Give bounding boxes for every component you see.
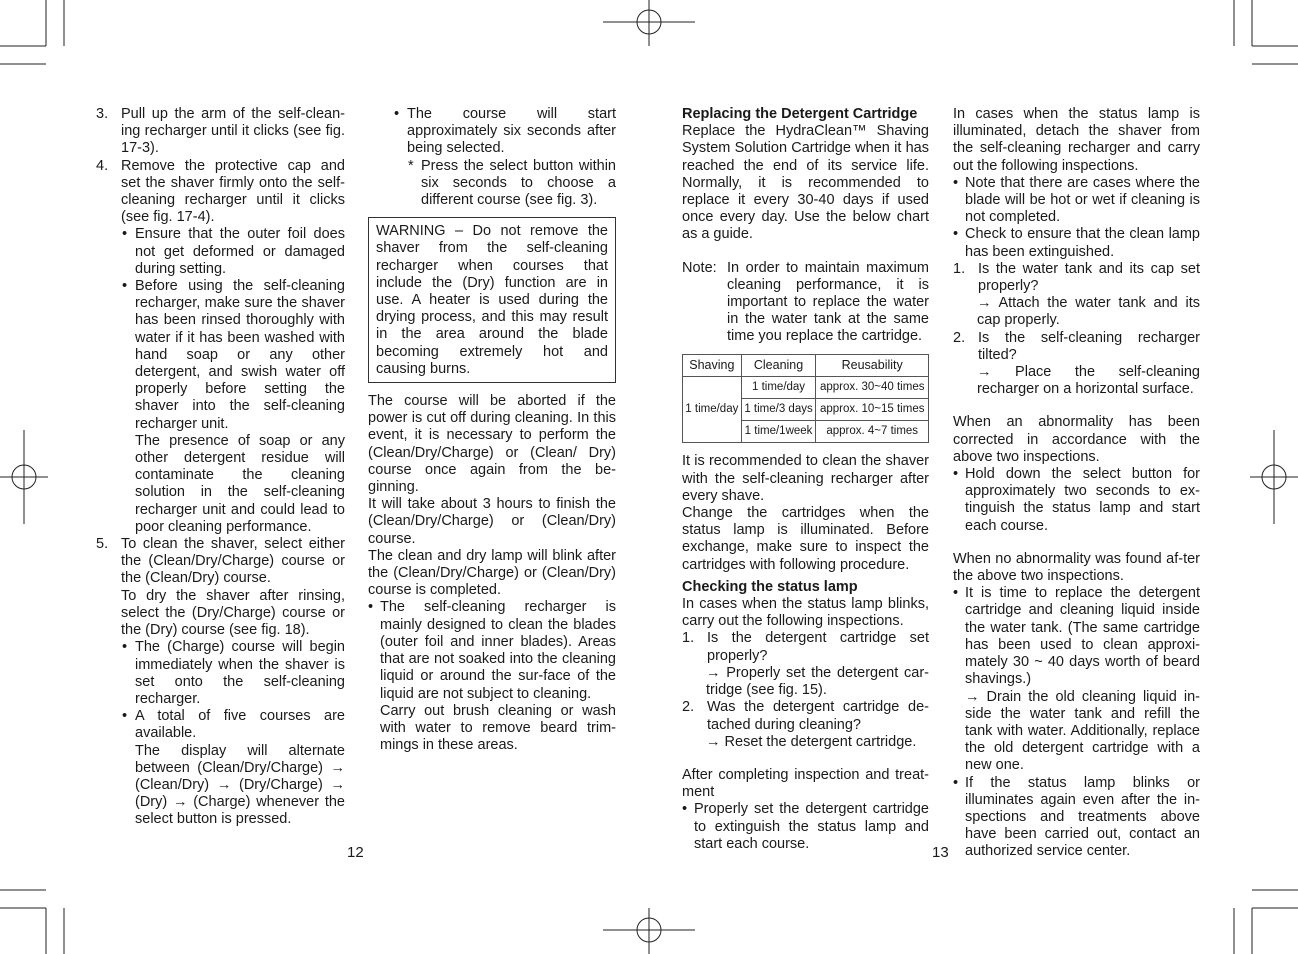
table-header: Shaving xyxy=(683,354,742,376)
warning-text: WARNING – Do not remove the shaver from the self-cleaning recharger when courses that include the (Dry) function are in use. A heater is used during the drying process, and this may result in the area around the blade becoming extremely hot and causing burns. xyxy=(376,223,608,377)
column-1 xyxy=(96,106,345,829)
bullet-icon: • xyxy=(122,278,128,295)
bullet-item xyxy=(394,106,616,158)
bullet-text: Ensure that the outer foil does not get deformed or damaged during setting. xyxy=(135,226,345,277)
bullet-text: The self-cleaning recharger is mainly designed to clean the blades (outer foil and inner blades). Areas that are not soaked into the cleaning liquid or around the sur-face of the liquid are not subject to cleaning. xyxy=(380,599,616,702)
step-text: To clean the shaver, select either the (Clean/Dry/Charge) course or the (Clean/Dry) course. xyxy=(121,536,345,587)
bullet-icon: • xyxy=(953,585,959,602)
bullet-continuation: The display will alternate between (Clean/Dry/Charge) → (Clean/Dry) → (Dry/Charge) → (Dry) → (Charge) whenever the select button is pressed. xyxy=(135,742,345,828)
step-text: Was the detergent cartridge de-tached during cleaning? xyxy=(707,699,929,733)
inspection-action: → Properly set the detergent car-tridge (see fig. 15). xyxy=(706,664,929,699)
note xyxy=(682,260,929,346)
bullet-icon: • xyxy=(368,599,374,616)
step-3 xyxy=(96,106,345,158)
bullet-text: A total of five courses are available. xyxy=(135,708,345,742)
step-continuation: To dry the shaver after rinsing, select the (Dry/Charge) course or the (Dry) course (see fig. 18). xyxy=(121,587,345,639)
column-4 xyxy=(953,106,1200,861)
paragraph: After completing inspection and treat-ment xyxy=(682,766,929,801)
reusability-table xyxy=(682,354,929,444)
bullet-text: Properly set the detergent cartridge to extinguish the status lamp and start each course. xyxy=(694,801,929,852)
step-4 xyxy=(96,158,345,227)
bullet-text: If the status lamp blinks or illuminates again even after the in-spections and treatments above have been carried out, contact an authorized service center. xyxy=(965,774,1200,860)
asterisk-icon: * xyxy=(408,157,414,174)
bullet-item xyxy=(953,466,1200,535)
page-number-right: 13 xyxy=(932,844,949,861)
note-label: Note: xyxy=(682,259,717,276)
bullet-icon: • xyxy=(122,708,128,725)
step-text: Is the self-cleaning recharger tilted? xyxy=(978,329,1200,363)
step-text: Is the water tank and its cap set properly? xyxy=(978,260,1200,295)
section-heading: Checking the status lamp xyxy=(682,578,858,595)
bullet-item xyxy=(682,801,929,853)
bullet-item xyxy=(122,278,345,536)
paragraph: The course will be aborted if the power is cut off during cleaning. In this event, it is necessary to perform the (Clean/Dry/Charge) or (Clean/ Dry) course once again from the be-ginning. xyxy=(368,393,616,496)
bullet-text: It is time to replace the detergent cartridge and cleaning liquid inside the water tank. (The same cartridge has been used to clean approxi-mately 30 ~ 40 days worth of beard shavings.) xyxy=(965,585,1200,688)
column-3 xyxy=(682,106,929,853)
bullet-text: Hold down the select button for approximately two seconds to ex-tinguish the status lamp and start each course. xyxy=(965,466,1200,534)
inspection-action: → Reset the detergent cartridge. xyxy=(706,733,917,750)
footnote-text: Press the select button within six seconds to choose a different course (see fig. 3). xyxy=(421,157,616,209)
step-number: 3. xyxy=(96,106,109,122)
step-number: 1. xyxy=(953,260,966,277)
paragraph: It is recommended to clean the shaver with the self-cleaning recharger after every shave. xyxy=(682,453,929,504)
inspection-1 xyxy=(953,261,1200,295)
step-text: Pull up the arm of the self-clean-ing recharger until it clicks (see fig. 17-3). xyxy=(121,106,345,157)
table-header-row xyxy=(683,354,929,376)
table-header: Reusability xyxy=(816,354,929,376)
note-text: In order to maintain maximum cleaning performance, it is important to replace the water in the water tank at the same time you replace the cartridge. xyxy=(727,259,929,345)
bullet-item xyxy=(122,708,345,828)
section-heading: Replacing the Detergent Cartridge xyxy=(682,106,918,122)
step-number: 2. xyxy=(682,699,695,716)
step-number: 5. xyxy=(96,536,109,553)
bullet-icon: • xyxy=(394,106,400,122)
footnote-item xyxy=(408,158,616,210)
paragraph: When no abnormality was found af-ter the above two inspections. xyxy=(953,550,1200,585)
table-cell: 1 time/3 days xyxy=(741,399,816,421)
paragraph: Replace the HydraClean™ Shaving System Solution Cartridge when it has reached the end of its service life. Normally, it is recommended to replace it every 30-40 days if used once every day. Use the below chart as a guide. xyxy=(682,123,929,243)
bullet-item xyxy=(953,175,1200,227)
bullet-item xyxy=(953,585,1200,774)
bullet-item xyxy=(368,599,616,754)
bullet-continuation: The presence of soap or any other detergent residue will contaminate the cleaning solution in the self-cleaning recharger unit and could lead to poor cleaning performance. xyxy=(135,432,345,535)
table-header: Cleaning xyxy=(741,354,816,376)
bullet-item xyxy=(953,775,1200,861)
table-cell: approx. 4~7 times xyxy=(816,421,929,443)
bullet-text: The (Charge) course will begin immediately when the shaver is set onto the self-cleaning recharger. xyxy=(135,639,345,707)
inspection-action: → Attach the water tank and its cap properly. xyxy=(977,295,1200,329)
paragraph: The clean and dry lamp will blink after the (Clean/Dry/Charge) or (Clean/Dry) course is completed. xyxy=(368,547,616,599)
table-cell-shaving: 1 time/day xyxy=(683,376,742,443)
bullet-icon: • xyxy=(953,226,959,243)
page-number-left: 12 xyxy=(347,844,364,861)
bullet-text: Before using the self-cleaning recharger, make sure the shaver has been rinsed thoroughly with water if it has been washed with hand soap or any other detergent, and swish water off properly before setting the shaver into the self-cleaning recharger unit. xyxy=(135,278,345,432)
step-number: 4. xyxy=(96,157,109,174)
table-cell: 1 time/1week xyxy=(741,421,816,443)
bullet-icon: • xyxy=(122,226,128,243)
bullet-text: Check to ensure that the clean lamp has been extinguished. xyxy=(965,226,1200,260)
paragraph: When an abnormality has been corrected in accordance with the above two inspections. xyxy=(953,414,1200,465)
bullet-icon: • xyxy=(953,466,959,483)
paragraph: It will take about 3 hours to finish the (Clean/Dry/Charge) or (Clean/Dry) course. xyxy=(368,496,616,547)
paragraph: In cases when the status lamp is illuminated, detach the shaver from the self-cleaning recharger and carry out the following inspections. xyxy=(953,106,1200,174)
step-number: 1. xyxy=(682,630,695,647)
bullet-icon: • xyxy=(122,639,128,656)
bullet-item xyxy=(122,226,345,278)
table-cell: approx. 10~15 times xyxy=(816,399,929,421)
bullet-item xyxy=(122,639,345,708)
table-cell: 1 time/day xyxy=(741,376,816,398)
paragraph: In cases when the status lamp blinks, carry out the following inspections. xyxy=(682,596,929,630)
inspection-2 xyxy=(953,330,1200,364)
column-2 xyxy=(368,106,616,754)
bullet-icon: • xyxy=(682,801,688,818)
bullet-icon: • xyxy=(953,774,959,791)
table-row xyxy=(683,376,929,398)
step-number: 2. xyxy=(953,329,966,346)
bullet-text: The course will start approximately six seconds after being selected. xyxy=(407,106,616,157)
bullet-icon: • xyxy=(953,174,959,191)
inspection-2 xyxy=(682,699,929,733)
warning-box xyxy=(368,217,616,383)
bullet-continuation: → Drain the old cleaning liquid in-side the water tank and refill the tank with water. Additionally, replace the old detergent cartridge with a new one. xyxy=(965,688,1200,774)
step-text: Is the detergent cartridge set properly? xyxy=(707,630,929,664)
bullet-item xyxy=(953,226,1200,260)
inspection-action: → Place the self-cleaning recharger on a horizontal surface. xyxy=(977,364,1200,398)
bullet-text: Note that there are cases where the blade will be hot or wet if cleaning is not completed. xyxy=(965,174,1200,226)
inspection-1 xyxy=(682,630,929,664)
step-5 xyxy=(96,536,345,639)
table-cell: approx. 30~40 times xyxy=(816,376,929,398)
step-text: Remove the protective cap and set the shaver firmly onto the self-cleaning recharger until it clicks (see fig. 17-4). xyxy=(121,157,345,226)
paragraph: Change the cartridges when the status lamp is illuminated. Before exchange, make sure to inspect the cartridges with following procedure. xyxy=(682,505,929,573)
bullet-continuation: Carry out brush cleaning or wash with water to remove beard trim-mings in these areas. xyxy=(380,702,616,754)
